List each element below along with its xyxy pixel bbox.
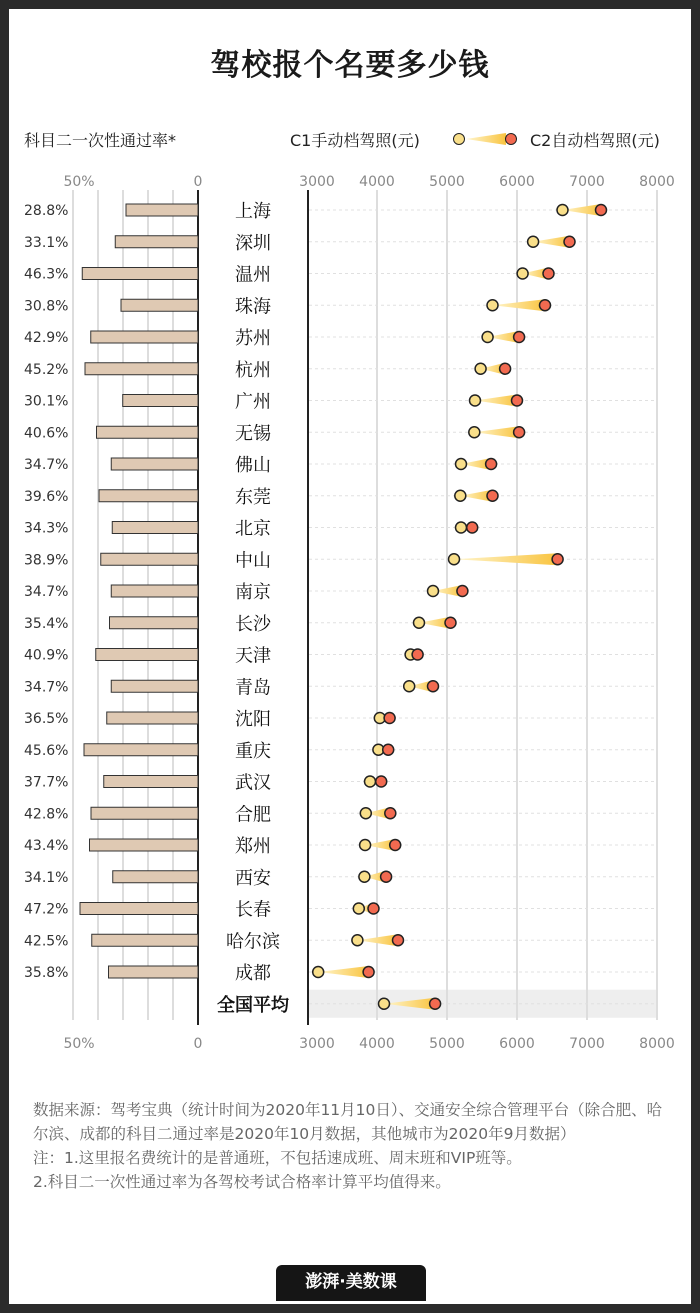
city-label: 西安 [235, 867, 271, 889]
c2-point [514, 332, 525, 343]
pass-rate-value: 40.9% [24, 647, 69, 664]
right-tick-top: 8000 [639, 174, 675, 190]
pass-rate-value: 35.8% [24, 965, 69, 981]
pass-rate-value: 30.1% [24, 393, 69, 410]
city-label: 东莞 [235, 486, 271, 508]
pass-rate-value: 38.9% [24, 552, 69, 569]
source-note: 数据来源：驾考宝典（统计时间为2020年11月10日）、交通安全综合管理平台（除合肥、哈尔滨、成都的科目二通过率是2020年10月数据，其他城市为2020年9月数据） [33, 1101, 663, 1143]
pass-rate-value: 33.1% [24, 234, 69, 251]
price-gap-wedge [474, 426, 519, 438]
pass-rate-bar [115, 236, 198, 248]
notes [33, 1098, 673, 1194]
right-tick-top: 6000 [499, 174, 535, 190]
right-tick-bottom: 6000 [499, 1036, 535, 1052]
pass-rate-bar [101, 553, 198, 565]
c2-point [412, 649, 423, 660]
pass-rate-bar [90, 839, 199, 851]
c1-point [482, 332, 493, 343]
city-label: 南京 [235, 582, 271, 603]
c1-point [353, 903, 364, 914]
c2-point [428, 681, 439, 692]
c1-point [456, 459, 467, 470]
legend-c2-label: C2自动档驾照(元) [530, 131, 660, 150]
c2-point [543, 268, 554, 279]
pass-rate-value: 45.6% [24, 742, 69, 759]
page-title: 驾校报个名要多少钱 [210, 48, 490, 83]
c2-point [486, 459, 497, 470]
city-label: 中山 [235, 550, 271, 572]
pass-rate-bar [97, 426, 199, 438]
pass-rate-bar [111, 680, 198, 692]
right-tick-bottom: 8000 [639, 1036, 675, 1052]
c1-point [379, 998, 390, 1009]
city-label: 哈尔滨 [226, 931, 280, 953]
c2-point [467, 522, 478, 533]
pass-rate-bar [107, 712, 198, 724]
city-label: 武汉 [235, 772, 271, 794]
pass-rate-bar [99, 490, 198, 502]
c2-point [596, 205, 607, 216]
c1-point [469, 427, 480, 438]
pass-rate-value: 46.3% [24, 266, 69, 283]
c1-point [360, 808, 371, 819]
c1-point [449, 554, 460, 565]
c2-point [390, 840, 401, 851]
c2-point [381, 871, 392, 882]
city-label: 天津 [235, 645, 271, 667]
city-label: 温州 [235, 264, 271, 286]
city-label: 重庆 [235, 740, 271, 762]
note-1: 注：1.这里报名费统计的是普通班，不包括速成班、周末班和VIP班等。 [33, 1149, 522, 1167]
footer-logo: 澎湃·美数课 [276, 1265, 426, 1301]
pass-rate-value: 37.7% [24, 774, 69, 791]
pass-rate-bar [104, 776, 198, 788]
right-tick-bottom: 3000 [299, 1036, 335, 1052]
price-gap-wedge [454, 553, 558, 565]
c2-point [430, 998, 441, 1009]
city-label: 广州 [235, 391, 271, 413]
right-tick-top: 4000 [359, 174, 395, 190]
c1-point [455, 490, 466, 501]
pass-rate-value: 42.8% [24, 806, 69, 823]
city-label: 佛山 [235, 455, 271, 476]
price-gap-wedge [318, 966, 368, 978]
pass-rate-value: 42.5% [24, 933, 69, 950]
pass-rate-bar [92, 934, 198, 946]
pass-rate-label: 科目二一次性通过率* [24, 131, 177, 150]
pass-rate-bar [121, 299, 198, 311]
pass-rate-value: 28.8% [24, 203, 69, 219]
c1-point [528, 236, 539, 247]
pass-rate-value: 39.6% [24, 488, 69, 505]
c1-point [475, 363, 486, 374]
c2-point [487, 490, 498, 501]
c2-point [514, 427, 525, 438]
pass-rate-bar [113, 871, 198, 883]
city-label: 杭州 [235, 359, 271, 381]
pass-rate-value: 34.7% [24, 584, 69, 600]
pass-rate-bar [112, 522, 198, 534]
city-label: 苏州 [235, 328, 271, 349]
c2-point [384, 713, 395, 724]
c1-point [404, 681, 415, 692]
pass-rate-value: 34.3% [24, 520, 69, 537]
c2-point [385, 808, 396, 819]
c2-point [368, 903, 379, 914]
right-tick-bottom: 7000 [569, 1036, 605, 1052]
city-label: 合肥 [235, 804, 271, 826]
left-tick-bottom: 50% [63, 1036, 95, 1052]
pass-rate-bar [91, 331, 198, 343]
city-label: 长春 [235, 899, 271, 921]
c1-point [470, 395, 481, 406]
note-2: 2.科目二一次性通过率为各驾校考试合格率计算平均值得来。 [33, 1173, 451, 1191]
c1-point [487, 300, 498, 311]
c2-point [552, 554, 563, 565]
pass-rate-value: 34.7% [24, 457, 69, 473]
city-label: 无锡 [235, 423, 271, 445]
pass-rate-value: 42.9% [24, 330, 69, 346]
price-gap-wedge [475, 395, 517, 407]
pass-rate-bar [126, 204, 198, 216]
pass-rate-value: 34.7% [24, 679, 69, 696]
pass-rate-bar [82, 268, 198, 280]
city-label: 北京 [235, 518, 271, 540]
pass-rate-bar [111, 458, 198, 470]
c2-point [540, 300, 551, 311]
city-label: 深圳 [235, 232, 271, 254]
pass-rate-bar [80, 903, 198, 915]
c1-point [313, 967, 324, 978]
pass-rate-value: 34.1% [24, 869, 69, 886]
c1-point [352, 935, 363, 946]
city-label: 青岛 [235, 677, 271, 699]
pass-rate-bar [91, 807, 198, 819]
c1-point [360, 840, 371, 851]
left-tick-top: 50% [63, 174, 95, 190]
pass-rate-bar [96, 649, 198, 661]
pass-rate-value: 45.2% [24, 361, 69, 378]
left-tick-bottom: 0 [193, 1036, 203, 1052]
c2-point [393, 935, 404, 946]
city-label: 沈阳 [235, 709, 271, 730]
pass-rate-bar [84, 744, 198, 756]
pass-rate-value: 47.2% [24, 901, 69, 918]
pass-rate-value: 35.4% [24, 615, 69, 632]
pass-rate-value: 36.5% [24, 711, 69, 727]
pass-rate-bar [110, 617, 199, 629]
c1-point [365, 776, 376, 787]
right-tick-bottom: 5000 [429, 1036, 465, 1052]
c2-point [383, 744, 394, 755]
c1-point [456, 522, 467, 533]
c1-point [428, 586, 439, 597]
c1-point [517, 268, 528, 279]
c2-point [445, 617, 456, 628]
c2-point [564, 236, 575, 247]
pass-rate-value: 40.6% [24, 425, 69, 442]
right-tick-top: 5000 [429, 174, 465, 190]
city-label: 上海 [235, 201, 271, 222]
city-label: 成都 [235, 963, 271, 984]
c2-point [512, 395, 523, 406]
city-label: 长沙 [235, 613, 271, 635]
right-tick-bottom: 4000 [359, 1036, 395, 1052]
city-label: 郑州 [235, 836, 271, 857]
c2-point [500, 363, 511, 374]
right-tick-top: 7000 [569, 174, 605, 190]
pass-rate-bar [123, 395, 198, 407]
pass-rate-bar [109, 966, 199, 978]
c1-point [359, 871, 370, 882]
pass-rate-value: 30.8% [24, 298, 69, 315]
c1-point [557, 205, 568, 216]
left-tick-top: 0 [193, 174, 203, 190]
pass-rate-bar [111, 585, 198, 597]
c1-point [414, 617, 425, 628]
price-gap-wedge [493, 299, 546, 311]
c2-point [376, 776, 387, 787]
city-label: 全国平均 [217, 994, 289, 1016]
pass-rate-value: 43.4% [24, 838, 69, 854]
c2-point [457, 586, 468, 597]
city-label: 珠海 [235, 296, 271, 318]
right-tick-top: 3000 [299, 174, 335, 190]
legend-c1-label: C1手动档驾照(元) [290, 131, 420, 150]
c2-point [363, 967, 374, 978]
pass-rate-bar [85, 363, 198, 375]
